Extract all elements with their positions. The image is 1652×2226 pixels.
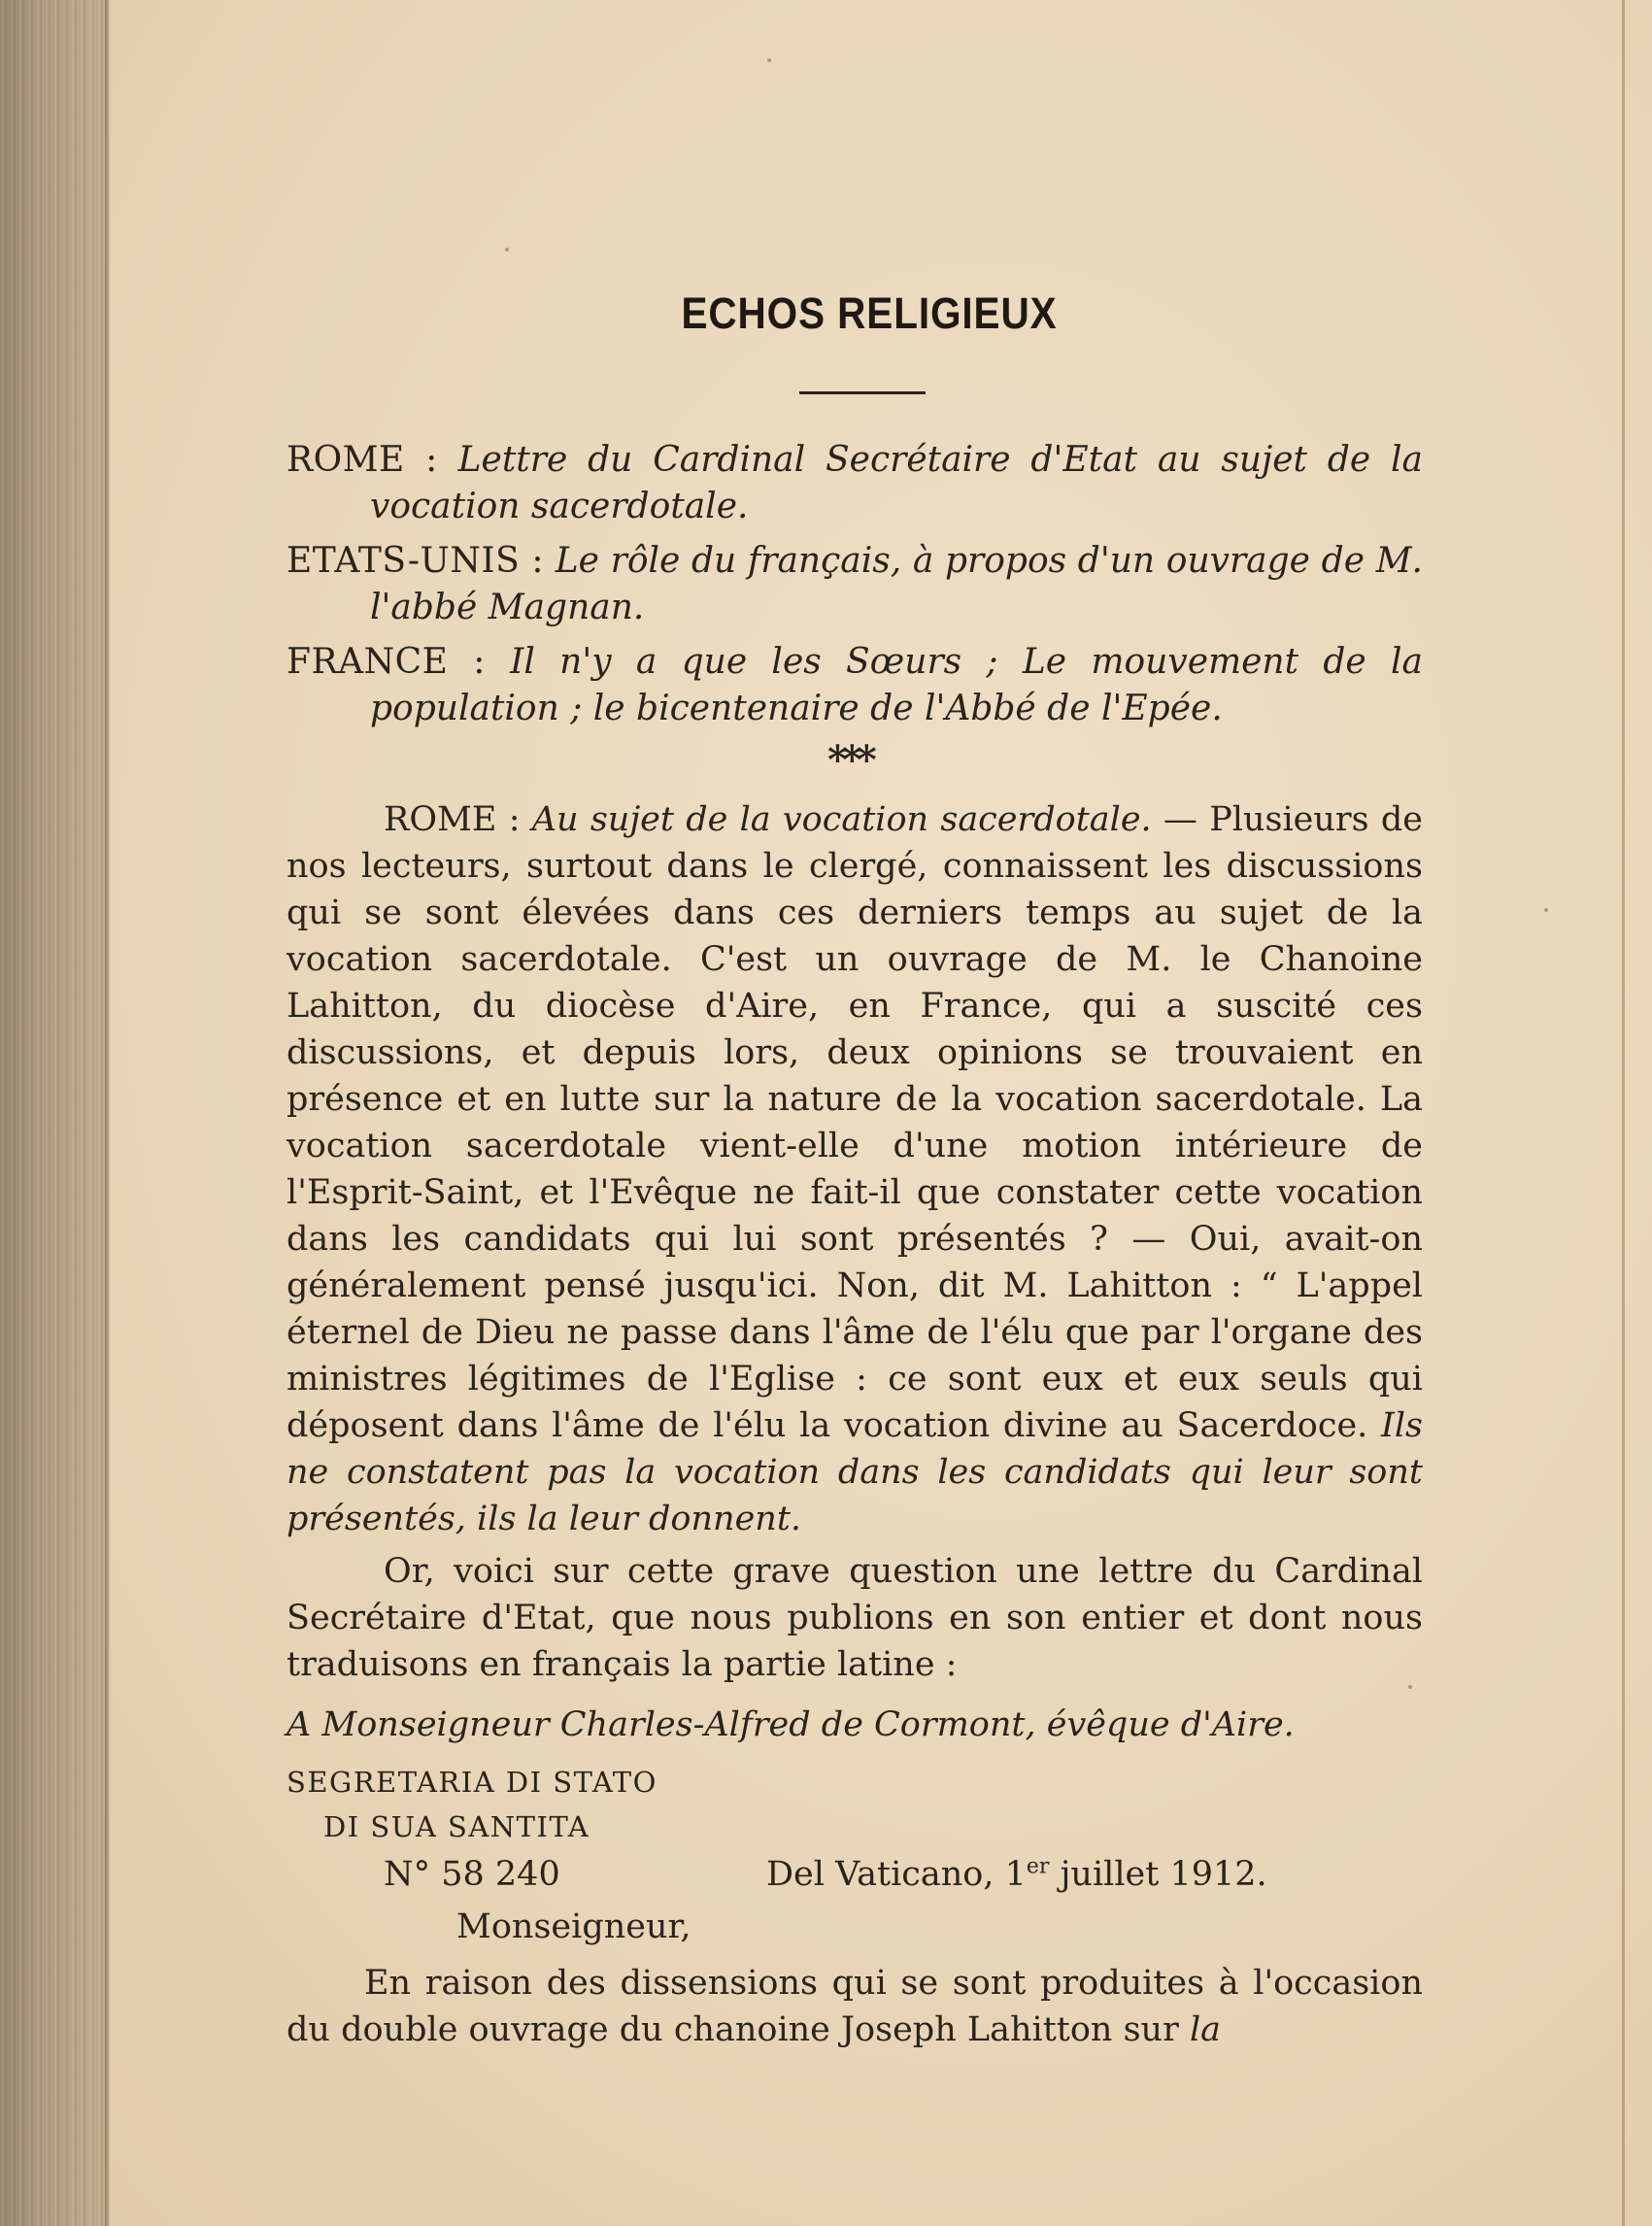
binding-shadow bbox=[105, 0, 111, 2226]
summary-place: ROME : bbox=[287, 440, 438, 480]
article-dash: — bbox=[1151, 800, 1210, 839]
section-separator bbox=[827, 738, 871, 783]
summary-description: Lettre du Cardinal Secrétaire d'Etat au sujet de la vocation sacerdotale. bbox=[370, 440, 1423, 526]
article-heading: Au sujet de la vocation sacerdotale. bbox=[531, 800, 1152, 839]
letter-text: En raison des dissensions qui se sont produites à l'occasion du double ouvrage du chanoine Joseph Lahitton sur bbox=[287, 1964, 1423, 2049]
letter-addressee: A Monseigneur Charles-Alfred de Cormont, évêque d'Aire. bbox=[287, 1705, 1295, 1744]
letter-italic-word: la bbox=[1189, 2010, 1222, 2049]
article-paragraph bbox=[287, 796, 1423, 1542]
letterhead-line: SEGRETARIA DI STATO bbox=[287, 1766, 657, 1799]
article-text: Plusieurs de nos lecteurs, surtout dans le clergé, connaissent les discussions qui se sont élevées dans ces derniers temps au sujet de la vocation sacerdotale. C'est un ouvrage de M. le Chanoine Lahitton, du diocèse d'Aire, en France, qui a suscité ces discussions, et depuis lors, deux opinions se trouvaient en présence et en lutte sur la nature de la vocation sacerdotale. La vocation sacerdotale vient-elle d'une motion intérieure de l'Esprit-Saint, et l'Evêque ne fait-il que constater cette vocation dans les candidats qui lui sont présentés ? — Oui, avait-on généralement pensé jusqu'ici. Non, dit M. Lahitton : “ L'appel éternel de Dieu ne passe dans l'âme de l'élu que par l'organe des ministres légitimes de l'Eglise : ce sont eux et eux seuls qui déposent dans l'âme de l'élu la vocation divine au Sacerdoce. bbox=[287, 800, 1423, 1445]
summary-place: FRANCE : bbox=[287, 642, 486, 682]
article-place: ROME : bbox=[384, 800, 521, 839]
summary-item bbox=[287, 437, 1423, 530]
summary-description: Le rôle du français, à propos d'un ouvrage de M. l'abbé Magnan. bbox=[370, 541, 1423, 627]
book-binding bbox=[0, 0, 109, 2226]
title-rule bbox=[799, 391, 926, 394]
summary-description: Il n'y a que les Sœurs ; Le mouvement de la population ; le bicentenaire de l'Abbé de l'Epée. bbox=[370, 642, 1423, 728]
letter-date bbox=[766, 1851, 1267, 1898]
letterhead-line: DI SUA SANTITA bbox=[323, 1810, 590, 1843]
separator-asterisks: *** bbox=[827, 737, 871, 783]
date-superscript: er bbox=[1026, 1854, 1050, 1879]
page-edge-line bbox=[1622, 0, 1625, 2226]
page-title: ECHOS RELIGIEUX bbox=[681, 288, 1058, 338]
article-italic-quote: Ils ne constatent pas la vocation dans les candidats qui leur sont présentés, ils la leur donnent. bbox=[287, 1406, 1423, 1538]
article-paragraph: Or, voici sur cette grave question une lettre du Cardinal Secrétaire d'Etat, que nous publions en son entier et dont nous traduisons en français la partie latine : bbox=[287, 1552, 1423, 1684]
summary-item bbox=[287, 639, 1423, 732]
letter-reference-line bbox=[287, 1851, 1423, 1898]
summary-item bbox=[287, 538, 1423, 631]
paper-speck bbox=[767, 58, 771, 62]
reference-number: N° 58 240 bbox=[384, 1855, 560, 1894]
paper-speck bbox=[1544, 908, 1548, 912]
date-suffix: juillet 1912. bbox=[1049, 1855, 1267, 1894]
letter-paragraph bbox=[287, 1960, 1423, 2053]
summary-place: ETATS-UNIS : bbox=[287, 541, 545, 581]
date-prefix: Del Vaticano, 1 bbox=[766, 1855, 1027, 1894]
letterhead bbox=[287, 1760, 1423, 1849]
article-body bbox=[287, 796, 1423, 2087]
letter-salutation: Monseigneur, bbox=[456, 1907, 691, 1946]
paper-speck bbox=[505, 248, 509, 252]
summary-list bbox=[287, 437, 1423, 740]
